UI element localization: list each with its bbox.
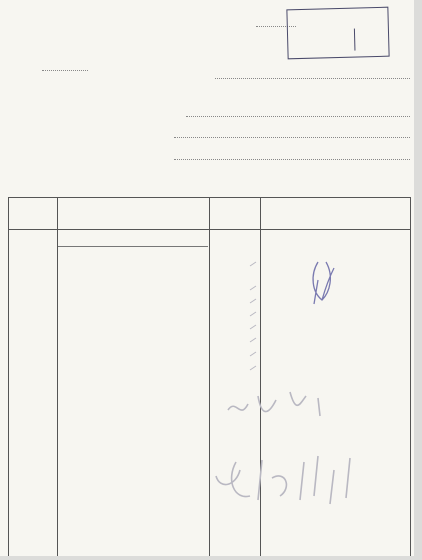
pencil-mark-lower — [216, 456, 350, 504]
signature-mark — [313, 262, 334, 304]
quantity-check-marks — [250, 262, 256, 370]
pencil-mark-upper — [228, 392, 320, 416]
